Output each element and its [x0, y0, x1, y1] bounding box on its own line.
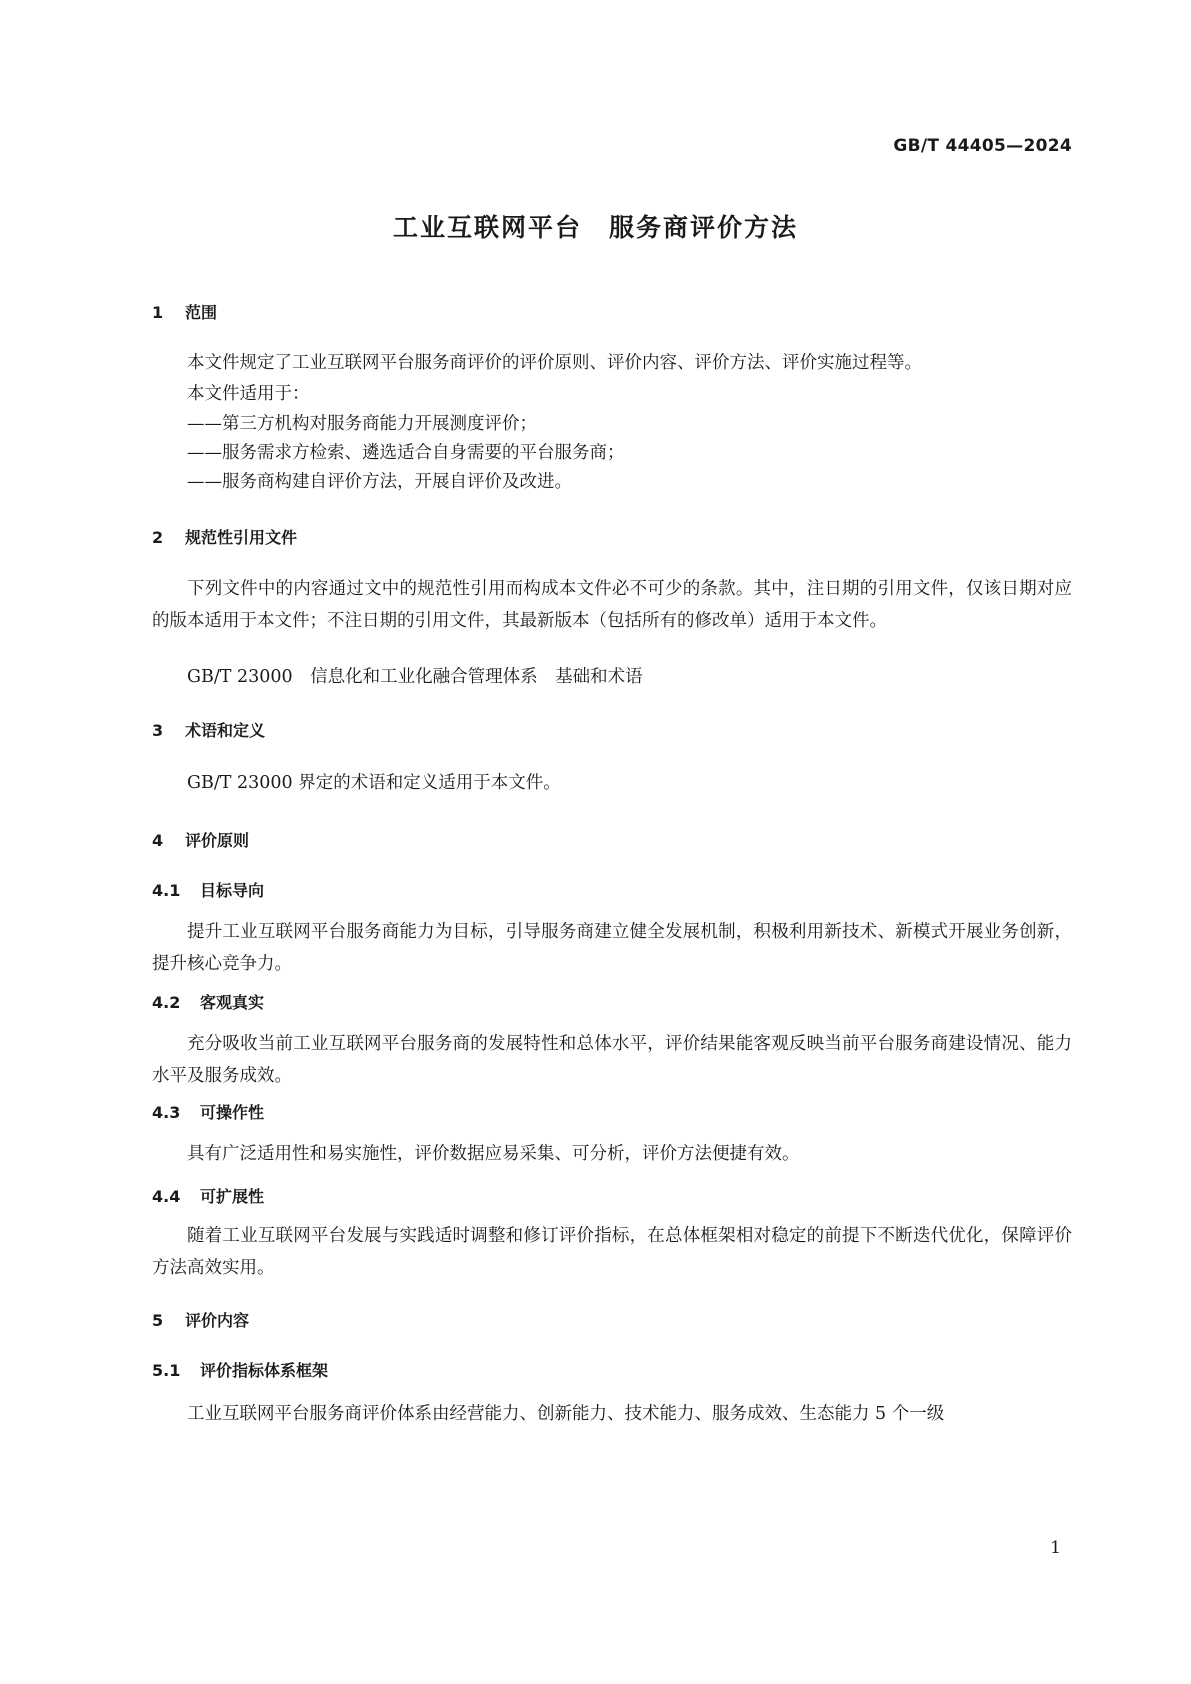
section-number: 5 [152, 1311, 164, 1330]
section-4-heading [152, 828, 249, 851]
section-number: 3 [152, 721, 164, 740]
subsection-4-2-paragraph: 充分吸收当前工业互联网平台服务商的发展特性和总体水平，评价结果能客观反映当前平台服务商建设情况、能力水平及服务成效。 [152, 1034, 1072, 1086]
subsection-number: 4.2 [152, 993, 181, 1012]
section-title: 术语和定义 [185, 721, 266, 740]
section-1-heading [152, 300, 217, 323]
section-2-heading [152, 525, 297, 548]
list-item: ——服务需求方检索、遴选适合自身需要的平台服务商； [187, 443, 625, 463]
subsection-number: 4.3 [152, 1103, 181, 1122]
section-title: 评价原则 [185, 831, 250, 850]
subsection-4-3-heading [152, 1100, 264, 1123]
subsection-4-1-paragraph: 提升工业互联网平台服务商能力为目标，引导服务商建立健全发展机制，积极利用新技术、新模式开展业务创新，提升核心竞争力。 [152, 922, 1072, 974]
section-3-paragraph: GB/T 23000 界定的术语和定义适用于本文件。 [187, 773, 561, 793]
subsection-5-1-heading [152, 1358, 328, 1381]
subsection-4-2-heading [152, 990, 264, 1013]
subsection-4-4-paragraph: 随着工业互联网平台发展与实践适时调整和修订评价指标，在总体框架相对稳定的前提下不断迭代优化，保障评价方法高效实用。 [152, 1226, 1072, 1278]
section-title: 规范性引用文件 [185, 528, 298, 547]
section-title: 评价内容 [185, 1311, 250, 1330]
section-number: 4 [152, 831, 164, 850]
document-title: 工业互联网平台 服务商评价方法 [392, 213, 798, 242]
subsection-5-1-paragraph: 工业互联网平台服务商评价体系由经营能力、创新能力、技术能力、服务成效、生态能力 5 个一级 [187, 1404, 945, 1424]
section-title: 范围 [185, 303, 218, 322]
subsection-title: 可操作性 [200, 1103, 265, 1122]
section-1-paragraph-1: 本文件规定了工业互联网平台服务商评价的评价原则、评价内容、评价方法、评价实施过程等。 [187, 353, 922, 373]
subsection-title: 客观真实 [200, 993, 265, 1012]
list-item: ——第三方机构对服务商能力开展测度评价； [187, 414, 537, 434]
normative-reference: GB/T 23000 信息化和工业化融合管理体系 基础和术语 [187, 667, 643, 687]
subsection-number: 4.4 [152, 1187, 181, 1206]
section-1-paragraph-2: 本文件适用于： [187, 384, 310, 404]
subsection-title: 可扩展性 [200, 1187, 265, 1206]
section-number: 1 [152, 303, 164, 322]
subsection-4-4-heading [152, 1184, 264, 1207]
section-2-paragraph: 下列文件中的内容通过文中的规范性引用而构成本文件必不可少的条款。其中，注日期的引用文件，仅该日期对应的版本适用于本文件；不注日期的引用文件，其最新版本（包括所有的修改单）适用于本文件。 [152, 579, 1072, 631]
section-number: 2 [152, 528, 164, 547]
section-5-heading [152, 1308, 249, 1331]
section-3-heading [152, 718, 265, 741]
subsection-4-3-paragraph: 具有广泛适用性和易实施性，评价数据应易采集、可分析，评价方法便捷有效。 [187, 1144, 800, 1164]
page-number: 1 [1050, 1538, 1061, 1558]
subsection-title: 目标导向 [200, 881, 265, 900]
subsection-number: 4.1 [152, 881, 181, 900]
subsection-4-1-heading [152, 878, 264, 901]
document-code: GB/T 44405—2024 [893, 136, 1072, 156]
subsection-title: 评价指标体系框架 [200, 1361, 329, 1380]
subsection-number: 5.1 [152, 1361, 181, 1380]
list-item: ——服务商构建自评价方法，开展自评价及改进。 [187, 472, 572, 492]
